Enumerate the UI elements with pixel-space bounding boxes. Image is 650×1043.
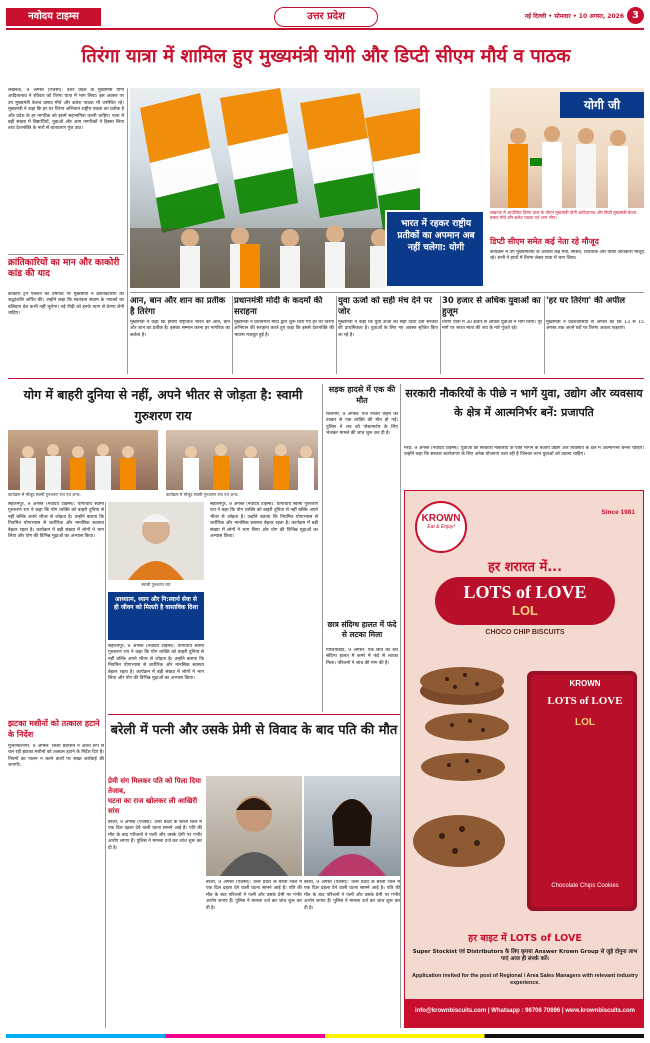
yoga-body-column-3: सहारनपुर, 9 अगस्त (नवोदय टाइम्स): योगाचार्य स्वामी गुरुशरण राय ने कहा कि योग व्यक्ति को बाहरी दुनिया से नहीं बल्कि अपने भीतर से जोड़ता है। उन्होंने बताया कि नियमित योगाभ्यास से शारीरिक और मानसिक स्वास्थ्य बेहतर रहता है। कार्यक्रम में बड़ी संख्या में लोगों ने भाग लिया और योग की विभिन्न मुद्राओं का अभ्यास किया। bbox=[210, 502, 318, 540]
ad-since: Since 1981 bbox=[601, 509, 635, 516]
chhatra-body: गाजियाबाद, 9 अगस्त: एक छात्र का शव संदिग्ध हालत में कमरे में फंदे से लटका मिला। परिजनों ने जांच की मांग की है। bbox=[326, 648, 398, 666]
woman-illustration bbox=[304, 776, 400, 876]
poster-text: योगी जी bbox=[560, 92, 644, 118]
five-column-row bbox=[130, 296, 644, 374]
column-2 bbox=[234, 296, 334, 374]
ad-brand: KROWN bbox=[421, 513, 461, 524]
yoga-photo-right bbox=[166, 430, 318, 490]
left-story-headline: क्रांतिकारियों का मान और काकोरी कांड की याद bbox=[8, 258, 120, 279]
flags-crowd-illustration bbox=[130, 88, 420, 288]
brief-body: बिजनौर, 9 अगस्त: तेज रफ्तार वाहन की टक्कर से एक व्यक्ति की मौत हो गई। पुलिस ने शव को पोस्टमार्टम के लिए भेजकर मामले की जांच शुरू कर दी है। bbox=[326, 412, 398, 437]
column-3 bbox=[338, 296, 438, 374]
avatar bbox=[108, 502, 204, 580]
divider bbox=[105, 502, 106, 1028]
bareli-body-column-3: बरेली, 9 अगस्त (एजेंसी): उत्तर प्रदेश के बरेली जिले में एक दिल दहला देने वाली घटना सामने आई है। पति की मौत के बाद परिजनों ने पत्नी और उसके प्रेमी पर गंभीर आरोप लगाए हैं। पुलिस ने मामला दर्ज कर जांच शुरू कर दी है। bbox=[304, 880, 400, 911]
divider bbox=[322, 384, 323, 712]
column-3-body: मुख्यमंत्री ने कहा कि युवा ऊर्जा को सही दिशा देना सरकार की प्राथमिकता है। युवाओं के लिए नए अवसर सृजित किए जा रहे हैं। bbox=[338, 320, 438, 338]
section-rule bbox=[108, 714, 400, 715]
pack-label: Chocolate Chips Cookies bbox=[551, 883, 619, 889]
yoga-highlight bbox=[108, 592, 204, 640]
section-rule bbox=[8, 378, 644, 379]
pack-product: LOTS of LOVE bbox=[547, 695, 623, 707]
bareli-subhead-2: घटना का राज खोलकर ली आखिरी सांस bbox=[108, 797, 198, 815]
lead-body: लखनऊ, 9 अगस्त (एजेंसी): उत्तर प्रदेश के मुख्यमंत्री योगी आदित्यनाथ ने रविवार को तिरंगा यात्रा में भाग लिया। इस अवसर पर उप मुख्यमंत्री केशव प्रसाद मौर्य और ब्रजेश पाठक भी उपस्थित रहे। मुख्यमंत्री ने कहा कि हर घर तिरंगा अभियान राष्ट्रीय एकता का प्रतीक है और प्रदेश के हर नागरिक को इसमें सहभागिता करनी चाहिए। यात्रा में बड़ी संख्या में विद्यार्थियों, युवाओं और आम नागरिकों ने हिस्सा लिया तथा देशभक्ति के नारों से वातावरण गूंज उठा। bbox=[8, 88, 124, 132]
ad-hindi-bottom: हर बाइट में LOTS of LOVE bbox=[468, 933, 582, 944]
jhakkad-body: मुजफ्फरनगर, 9 अगस्त: जिला प्रशासन ने अवैध रूप से चल रही झटका मशीनों को तत्काल हटाने के निर्देश दिए हैं। नियमों का पालन न करने वालों पर सख्त कार्रवाई की जाएगी। bbox=[8, 744, 104, 769]
bareli-subhead bbox=[108, 776, 202, 816]
yoga-highlight-text: आध्यात्म, ध्यान और नि:स्वार्थ सेवा से ही जीवन को मिलती है वास्तविक दिशा bbox=[114, 596, 198, 611]
column-4-body: तिरंगा यात्रा में 30 हजार से अधिक युवाओं ने भाग लिया। पूरे मार्ग पर भारत माता की जय के नारे गूंजते रहे। bbox=[442, 320, 542, 332]
column-5-headline: 'हर घर तिरंगा' की अपील bbox=[546, 296, 626, 306]
ad-contact[interactable]: info@krownbiscuits.com | Whatsapp : 96706 70696 | www.krownbiscuits.com bbox=[414, 1008, 636, 1014]
portrait bbox=[108, 502, 204, 580]
column-1-headline: आन, बान और शान का प्रतीक है तिरंगा bbox=[130, 296, 226, 317]
ad-tagline: Eat & Enjoy! bbox=[427, 524, 455, 530]
yoga-body-continued: सहारनपुर, 9 अगस्त (नवोदय टाइम्स): योगाचार्य स्वामी गुरुशरण राय ने कहा कि योग व्यक्ति को बाहरी दुनिया से नहीं बल्कि अपने भीतर से जोड़ता है। उन्होंने बताया कि नियमित योगाभ्यास से शारीरिक और मानसिक स्वास्थ्य बेहतर रहता है। कार्यक्रम में बड़ी संख्या में लोगों ने भाग लिया और योग की विभिन्न मुद्राओं का अभ्यास किया। bbox=[108, 644, 204, 682]
ad-subtitle: CHOCO CHIP BISCUITS bbox=[485, 629, 565, 636]
divider bbox=[130, 292, 644, 293]
deputy-story-headline: डिप्टी सीएम समेत कई नेता रहे मौजूद bbox=[490, 237, 599, 246]
ad-distributor: Super Stockist एवं Distributors के लिए कृपया Answer Krown Group से जुड़े दोगुना लाभ पाएं आज ही संपर्क करें। bbox=[412, 949, 638, 962]
group-illustration bbox=[166, 430, 318, 490]
bareli-body: बरेली, 9 अगस्त (एजेंसी): उत्तर प्रदेश के बरेली जिले में एक दिल दहला देने वाली घटना सामने आई है। पति की मौत के बाद परिजनों ने पत्नी और उसके प्रेमी पर गंभीर आरोप लगाए हैं। पुलिस ने मामला दर्ज कर जांच शुरू कर दी है। bbox=[108, 820, 202, 851]
column-2-body: मुख्यमंत्री ने प्रधानमंत्री मोदी द्वारा शुरू किए गए हर घर तिरंगा अभियान की सराहना करते हुए कहा कि इससे देशभक्ति की भावना मजबूत हुई है। bbox=[234, 320, 334, 338]
page-number: 3 bbox=[627, 7, 644, 24]
ad-logo bbox=[415, 501, 467, 553]
dateline: नई दिल्ली • सोमवार • 10 अगस्त, 2026 bbox=[524, 13, 624, 20]
lead-photo bbox=[130, 88, 420, 288]
column-1 bbox=[130, 296, 230, 374]
lead-headline: तिरंगा यात्रा में शामिल हुए मुख्यमंत्री योगी और डिप्टी सीएम मौर्य व पाठक bbox=[81, 46, 571, 67]
footer-color-bar bbox=[6, 1034, 644, 1038]
yoga-body: सहारनपुर, 9 अगस्त (नवोदय टाइम्स): योगाचार्य स्वामी गुरुशरण राय ने कहा कि योग व्यक्ति को बाहरी दुनिया से नहीं बल्कि अपने भीतर से जोड़ता है। उन्होंने बताया कि नियमित योगाभ्यास से शारीरिक और मानसिक स्वास्थ्य बेहतर रहता है। कार्यक्रम में बड़ी संख्या में लोगों ने भाग लिया और योग की विभिन्न मुद्राओं का अभ्यास किया। bbox=[8, 502, 104, 540]
divider bbox=[544, 296, 545, 374]
divider bbox=[440, 296, 441, 374]
ad-product: LOTS of LOVE bbox=[463, 582, 587, 602]
jobs-headline: सरकारी नौकरियों के पीछे न भागें युवा, उद्योग और व्यवसाय के क्षेत्र में आत्मनिर्भर बनें: प्रजापति bbox=[405, 387, 643, 419]
left-story-body: काकोरी ट्रेन एक्शन की वर्षगांठ पर मुख्यमंत्री ने क्रांतिकारियों को श्रद्धांजलि अर्पित की। उन्होंने कहा कि स्वतंत्रता संग्राम के नायकों का बलिदान देश कभी नहीं भूलेगा। नई पीढ़ी को इनके त्याग से प्रेरणा लेनी चाहिए। bbox=[8, 292, 124, 317]
column-4-headline: 30 हजार से अधिक युवाओं का हुजूम bbox=[442, 296, 541, 317]
top-bar bbox=[6, 6, 644, 30]
stage-photo-caption: लखनऊ में आयोजित तिरंगा यात्रा के दौरान मुख्यमंत्री योगी आदित्यनाथ और डिप्टी मुख्यमंत्री केशव प्रसाद मौर्य और ब्रजेश पाठक एवं अन्य लोग। bbox=[490, 210, 637, 221]
callout-text: भारत में रहकर राष्ट्रीय प्रतीकों का अपमान अब नहीं चलेगा: योगी bbox=[397, 219, 475, 253]
jobs-body: मेरठ, 9 अगस्त (नवोदय टाइम्स): युवाओं को सरकारी नौकरियों के पीछे भागने के बजाय उद्योग और व्यवसाय के क्षेत्र में आत्मनिर्भर बनना चाहिए। उन्होंने कहा कि सरकार स्वरोजगार के लिए अनेक योजनाएं चला रही है जिनका लाभ युवाओं को उठाना चाहिए। bbox=[404, 446, 644, 458]
bareli-headline: बरेली में पत्नी और उसके प्रेमी से विवाद के बाद पति की मौत bbox=[110, 723, 398, 738]
ad-hindi-top: हर शरारत में... bbox=[487, 560, 563, 575]
stage-photo bbox=[490, 88, 644, 208]
man-illustration bbox=[206, 776, 302, 876]
column-1-body: मुख्यमंत्री ने कहा कि हमारा राष्ट्रध्वज भारत की आन, बान और शान का प्रतीक है। इसका सम्मान करना हर नागरिक का कर्तव्य है। bbox=[130, 320, 230, 338]
divider bbox=[336, 296, 337, 374]
masthead: नवोदय टाइम्स bbox=[6, 8, 101, 26]
column-2-headline: प्रधानमंत्री मोदी के कदमों की सराहना bbox=[234, 296, 323, 317]
column-5-body: मुख्यमंत्री ने प्रदेशवासियों से अपील की कि 13 से 15 अगस्त तक अपने घरों पर तिरंगा अवश्य फहराएं। bbox=[546, 320, 644, 332]
ad-panel bbox=[404, 490, 644, 1028]
bareli-body-column-2: बरेली, 9 अगस्त (एजेंसी): उत्तर प्रदेश के बरेली जिले में एक दिल दहला देने वाली घटना सामने आई है। पति की मौत के बाद परिजनों ने पत्नी और उसके प्रेमी पर गंभीर आरोप लगाए हैं। पुलिस ने मामला दर्ज कर जांच शुरू कर दी है। bbox=[206, 880, 302, 911]
portrait-caption: स्वामी गुरुशरण राय bbox=[141, 582, 171, 587]
callout-box bbox=[385, 210, 485, 288]
bareli-photo-2 bbox=[304, 776, 400, 876]
bareli-subhead-1: प्रेमी संग मिलकर पति को पिला दिया तेजाब, bbox=[108, 777, 201, 795]
divider bbox=[127, 88, 128, 374]
deputy-story-body: कार्यक्रम में उप मुख्यमंत्रियों के अलावा कई मंत्री, सांसद, विधायक और वरिष्ठ अधिकारी मौजूद रहे। सभी ने हाथों में तिरंगा लेकर यात्रा में भाग लिया। bbox=[490, 250, 644, 262]
section-title: उत्तर प्रदेश bbox=[274, 7, 378, 27]
ad-contact-bar[interactable] bbox=[405, 999, 644, 1028]
yoga-photo-left bbox=[8, 430, 158, 490]
column-4 bbox=[442, 296, 542, 374]
divider bbox=[8, 254, 124, 255]
yoga-caption-right: कार्यक्रम में मौजूद स्वामी गुरुशरण राय एवं अन्य। bbox=[166, 492, 239, 497]
ad-sub: LOL bbox=[512, 603, 538, 618]
group-illustration bbox=[8, 430, 158, 490]
ad-application: Application invited for the post of Regional / Area Sales Managers with relevant industry experience. bbox=[412, 973, 638, 986]
ad-product-badge bbox=[435, 577, 615, 625]
bareli-photo-1 bbox=[206, 776, 302, 876]
yoga-caption-left: कार्यक्रम में मौजूद स्वामी गुरुशरण राय एवं अन्य। bbox=[8, 492, 81, 497]
jhakkad-headline: झटका मशीनों को तत्काल हटाने के निर्देश bbox=[8, 719, 100, 739]
yoga-headline: योग में बाहरी दुनिया से नहीं, अपने भीतर से जोड़ता है: स्वामी गुरुशरण राय bbox=[23, 387, 303, 423]
pack-sub: LOL bbox=[575, 717, 595, 728]
divider bbox=[232, 296, 233, 374]
column-3-headline: युवा ऊर्जा को सही मंच देने पर जोर bbox=[338, 296, 433, 317]
brief-headline: सड़क हादसे में एक की मौत bbox=[328, 385, 396, 405]
divider bbox=[400, 384, 401, 1028]
column-5 bbox=[546, 296, 644, 374]
chhatra-headline: छात्र संदिग्ध हालत में फंदे से लटका मिला bbox=[327, 620, 397, 639]
pack-brand: KROWN bbox=[569, 679, 601, 688]
